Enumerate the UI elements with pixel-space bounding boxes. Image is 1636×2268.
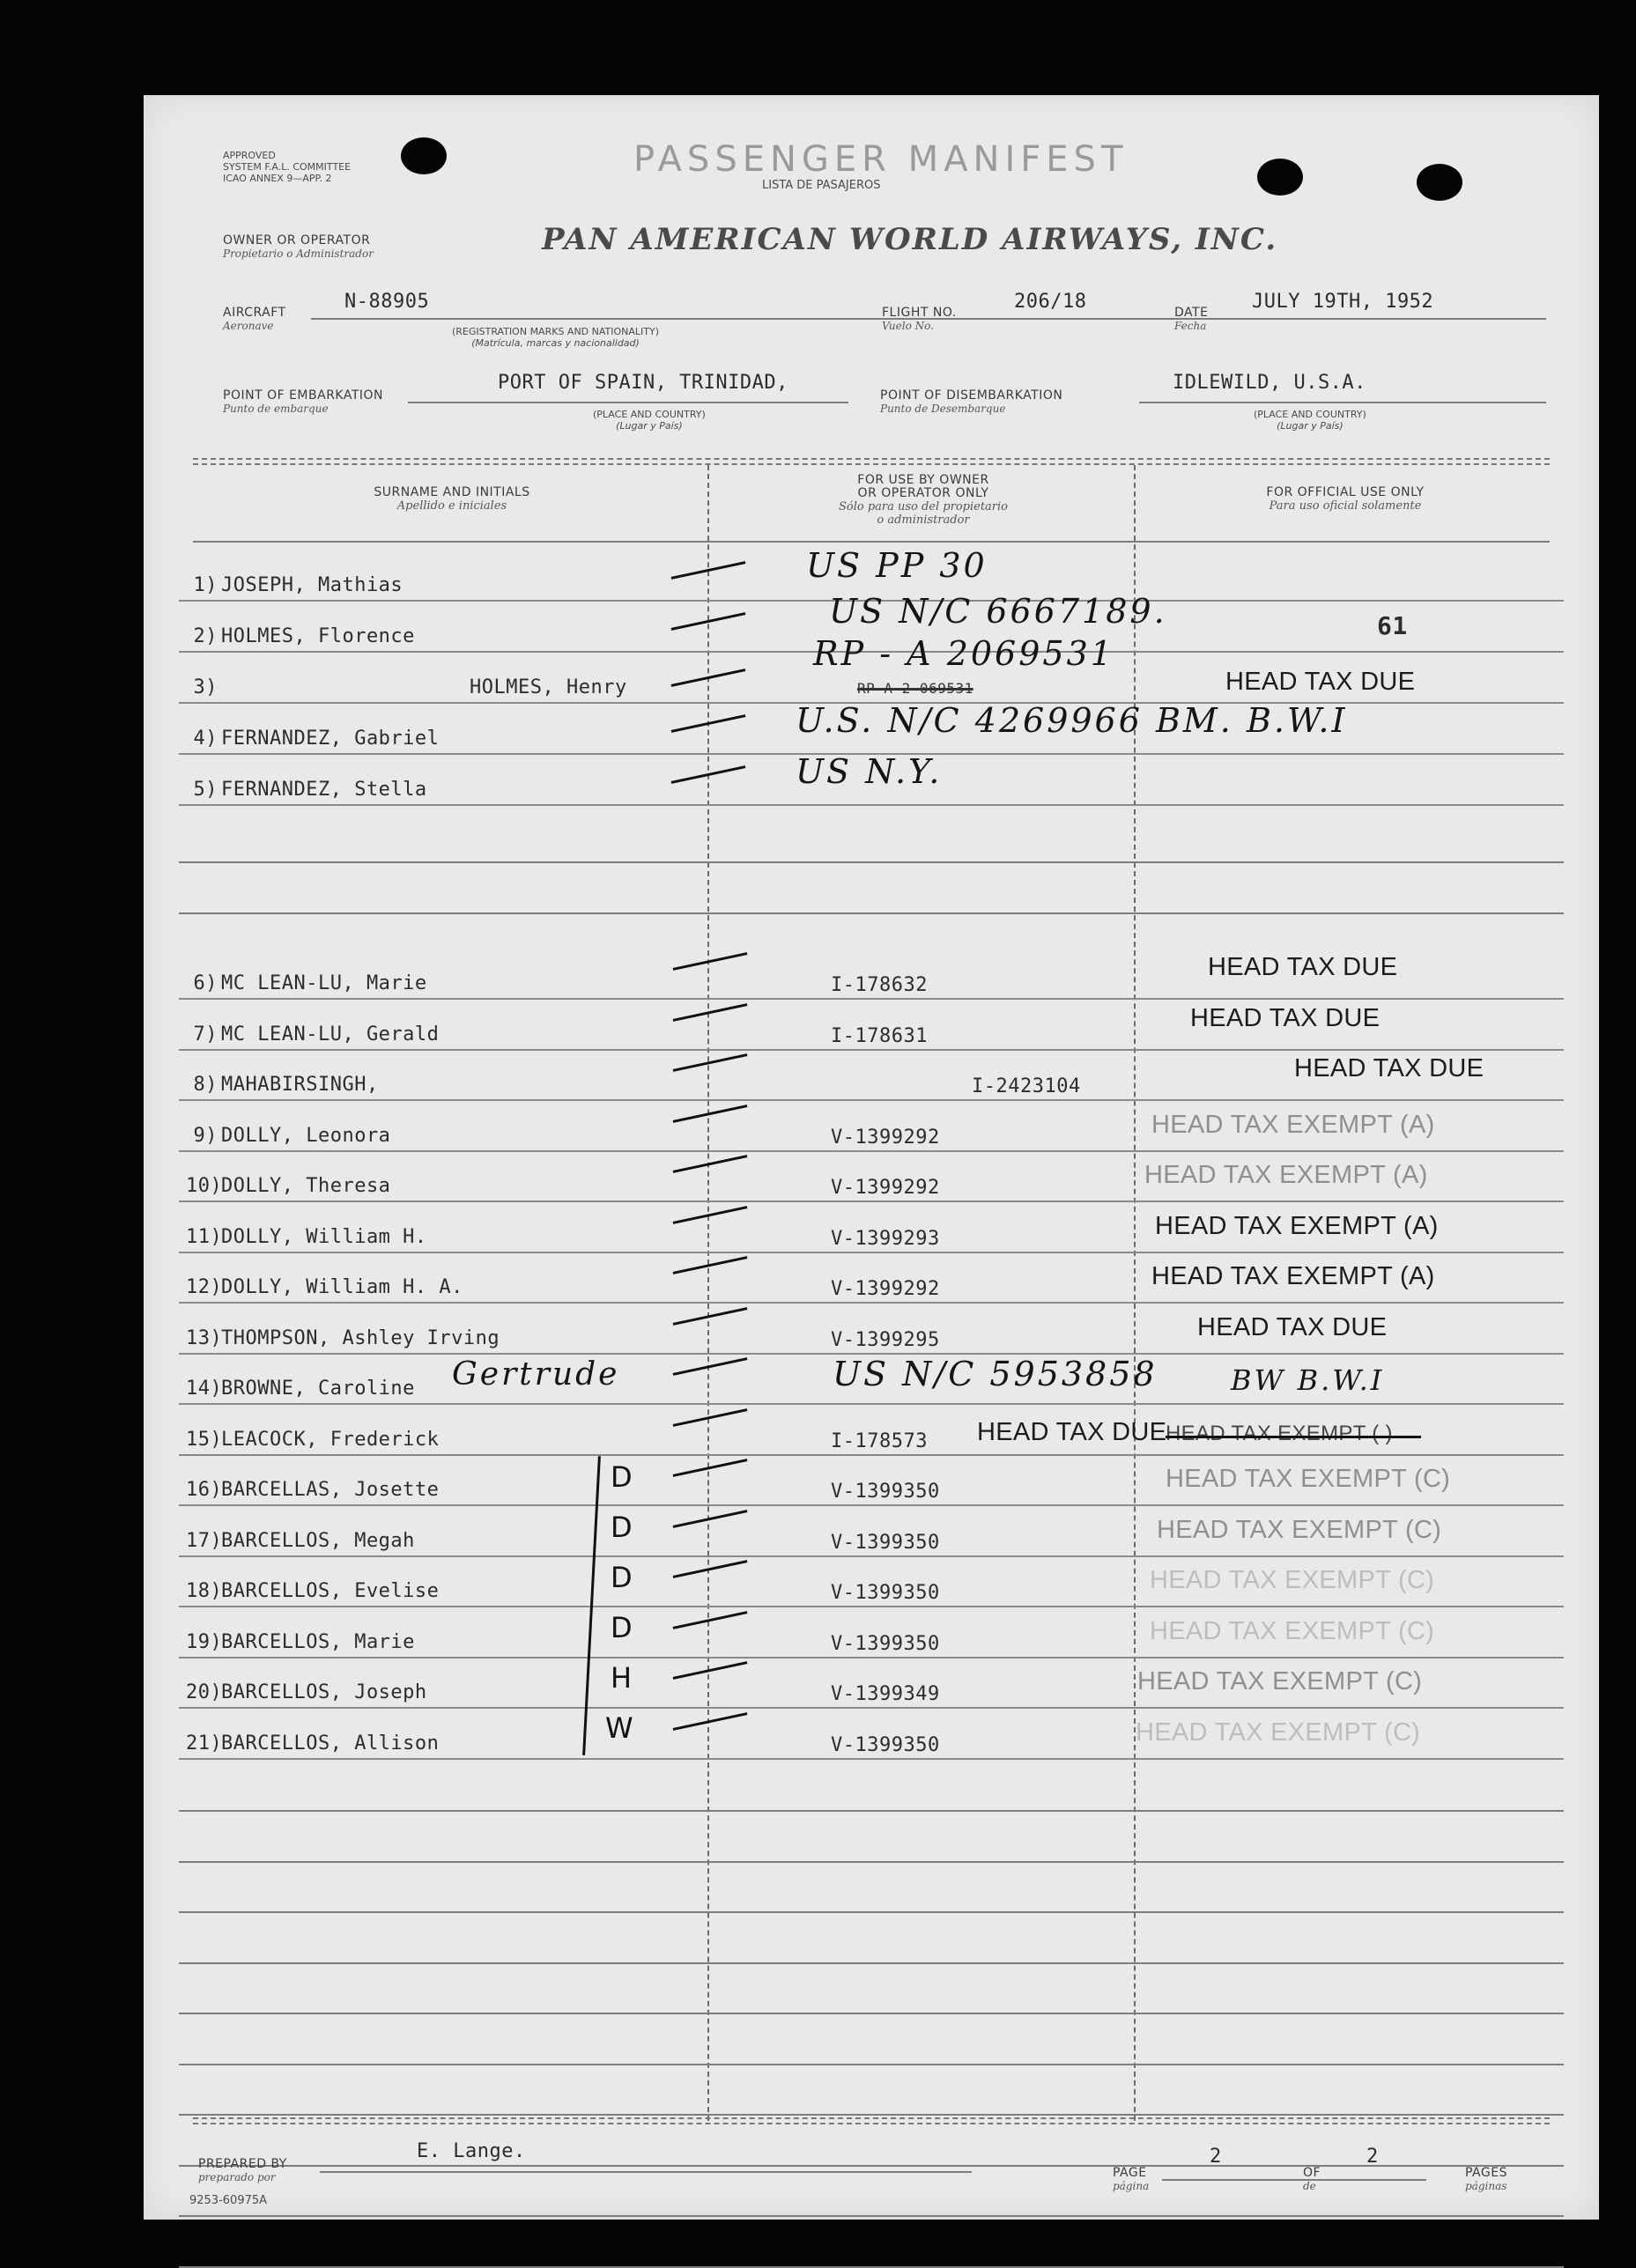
browne-middle-name: Gertrude bbox=[452, 1356, 620, 1393]
column-header-owner-use-es: Sólo para uso del propietario bbox=[838, 500, 1009, 513]
check-mark bbox=[671, 612, 746, 631]
page-total: 2 bbox=[1366, 2146, 1379, 2168]
passenger-name: HOLMES, Florence bbox=[221, 625, 415, 647]
document-number: V-1399293 bbox=[831, 1228, 940, 1250]
blank-row-rule bbox=[179, 1911, 1564, 1913]
row-number: 15) bbox=[186, 1429, 223, 1451]
approval-line: SYSTEM F.A.L. COMMITTEE bbox=[223, 161, 352, 173]
page-title-es: LISTA DE PASAJEROS bbox=[762, 179, 881, 192]
disembark-label-es: Punto de Desembarque bbox=[880, 403, 1006, 415]
passenger-name: FERNANDEZ, Gabriel bbox=[221, 728, 440, 750]
blank-row-rule bbox=[179, 2114, 1564, 2116]
official-stamp: HEAD TAX EXEMPT (C) bbox=[1157, 1516, 1442, 1544]
official-stamp: HEAD TAX EXEMPT (A) bbox=[1144, 1161, 1428, 1189]
column-header-official-es: Para uso oficial solamente bbox=[1269, 499, 1422, 513]
passenger-name: BARCELLOS, Joseph bbox=[221, 1681, 427, 1703]
blank-row-rule bbox=[179, 2064, 1564, 2065]
column-header-official bbox=[1143, 486, 1548, 513]
column-header-surname-en: SURNAME AND INITIALS bbox=[374, 485, 530, 499]
handwritten-initial: D bbox=[611, 1460, 633, 1494]
pages-label bbox=[1465, 2167, 1507, 2193]
of-label-es: de bbox=[1303, 2180, 1316, 2192]
row-rule bbox=[179, 804, 1564, 806]
flight-label-text: FLIGHT NO. bbox=[882, 306, 957, 320]
embark-label bbox=[223, 389, 383, 416]
row-number: 10) bbox=[186, 1175, 223, 1197]
blank-row-rule bbox=[179, 912, 1564, 914]
prepared-by-label-text: PREPARED BY bbox=[198, 2157, 287, 2171]
struck-document: RP A 2 069531 bbox=[857, 680, 973, 697]
column-header-official-en: FOR OFFICIAL USE ONLY bbox=[1266, 485, 1425, 499]
official-stamp: HEAD TAX EXEMPT (C) bbox=[1136, 1718, 1421, 1747]
date-value: JULY 19TH, 1952 bbox=[1252, 291, 1434, 313]
embark-label-text: POINT OF EMBARKATION bbox=[223, 388, 384, 403]
check-mark bbox=[673, 1206, 748, 1224]
aircraft-label bbox=[223, 307, 286, 333]
embark-place-caption bbox=[593, 409, 706, 432]
check-mark bbox=[673, 1003, 748, 1022]
passenger-name: JOSEPH, Mathias bbox=[221, 574, 403, 596]
passenger-name: FERNANDEZ, Stella bbox=[221, 779, 427, 801]
blank-row-rule bbox=[179, 2013, 1564, 2014]
leacock-head-tax-due: HEAD TAX DUE bbox=[977, 1418, 1167, 1446]
punch-hole-left bbox=[401, 137, 447, 174]
date-label bbox=[1174, 307, 1208, 333]
operator-name: PAN AMERICAN WORLD AIRWAYS, INC. bbox=[542, 222, 1278, 257]
check-mark bbox=[673, 1053, 748, 1072]
row-rule bbox=[179, 1302, 1564, 1304]
punch-hole-center bbox=[1257, 159, 1303, 196]
official-number: 61 bbox=[1377, 611, 1408, 640]
row-number: 3) bbox=[193, 676, 218, 698]
handwritten-initial: D bbox=[611, 1511, 633, 1544]
handwritten-initial: D bbox=[611, 1561, 633, 1594]
handwritten-initial: H bbox=[611, 1661, 633, 1695]
official-stamp: HEAD TAX EXEMPT (A) bbox=[1155, 1212, 1439, 1240]
page-label-text: PAGE bbox=[1113, 2166, 1147, 2180]
document-number: I-178632 bbox=[831, 974, 928, 996]
flight-label bbox=[882, 307, 957, 333]
approval-block bbox=[223, 150, 351, 184]
row-number: 19) bbox=[186, 1631, 223, 1653]
passenger-name: MC LEAN-LU, Marie bbox=[221, 972, 427, 994]
check-mark bbox=[673, 1256, 748, 1274]
document-number: V-1399350 bbox=[831, 1532, 940, 1554]
official-stamp: HEAD TAX EXEMPT (C) bbox=[1137, 1667, 1423, 1695]
table-row bbox=[144, 1001, 1599, 1051]
page-title: PASSENGER MANIFEST bbox=[633, 139, 1129, 180]
document-number: V-1399295 bbox=[831, 1329, 940, 1351]
handwritten-document: U.S. N/C 4269966 BM. B.W.I bbox=[796, 701, 1348, 740]
official-stamp: HEAD TAX DUE bbox=[1225, 668, 1416, 696]
passenger-name: HOLMES, Henry bbox=[470, 676, 627, 698]
handwritten-initial: W bbox=[605, 1711, 633, 1745]
handwritten-document: US PP 30 bbox=[806, 546, 988, 585]
browne-document: US N/C 5953858 bbox=[833, 1355, 1158, 1393]
disembark-rule bbox=[1139, 402, 1546, 403]
check-mark bbox=[673, 1560, 748, 1578]
owner-label-es: Propietario o Administrador bbox=[223, 247, 374, 260]
of-label bbox=[1303, 2167, 1321, 2193]
disembark-place-caption-en: (PLACE AND COUNTRY) bbox=[1254, 409, 1366, 420]
passenger-name: DOLLY, Theresa bbox=[221, 1175, 391, 1197]
check-mark bbox=[673, 1307, 748, 1326]
handwritten-initial: D bbox=[611, 1611, 633, 1644]
official-stamp: HEAD TAX DUE bbox=[1190, 1004, 1381, 1032]
passenger-name: MAHABIRSINGH, bbox=[221, 1074, 379, 1096]
row-number: 12) bbox=[186, 1276, 223, 1298]
disembark-place-caption bbox=[1254, 409, 1366, 432]
row-rule bbox=[179, 1099, 1564, 1101]
check-mark bbox=[671, 714, 746, 733]
passenger-name: LEACOCK, Frederick bbox=[221, 1429, 440, 1451]
row-number: 9) bbox=[193, 1125, 218, 1147]
form-number: 9253-60975A bbox=[189, 2194, 268, 2207]
passenger-name: DOLLY, William H. A. bbox=[221, 1276, 463, 1298]
aircraft-label-text: AIRCRAFT bbox=[223, 306, 286, 320]
date-label-text: DATE bbox=[1174, 306, 1209, 320]
check-mark bbox=[673, 1408, 748, 1427]
check-mark bbox=[673, 1104, 748, 1123]
document-number: I-178573 bbox=[831, 1430, 928, 1452]
row-rule bbox=[179, 1504, 1564, 1506]
check-mark bbox=[673, 1712, 748, 1731]
document-number: V-1399350 bbox=[831, 1633, 940, 1655]
punch-hole-right bbox=[1417, 164, 1462, 201]
row-number: 1) bbox=[193, 574, 218, 596]
document-number: V-1399292 bbox=[831, 1177, 940, 1199]
aircraft-value: N-88905 bbox=[344, 291, 430, 313]
check-mark bbox=[671, 669, 746, 687]
owner-label-text: OWNER OR OPERATOR bbox=[223, 233, 371, 247]
passenger-name: BARCELLOS, Evelise bbox=[221, 1580, 440, 1602]
aircraft-label-es: Aeronave bbox=[223, 320, 274, 332]
embark-label-es: Punto de embarque bbox=[223, 403, 329, 415]
check-mark bbox=[671, 765, 746, 784]
handwritten-document: US N.Y. bbox=[796, 752, 943, 791]
passenger-name: BARCELLOS, Megah bbox=[221, 1530, 415, 1552]
flight-label-es: Vuelo No. bbox=[882, 320, 934, 332]
row-number: 2) bbox=[193, 625, 218, 647]
page-number: 2 bbox=[1210, 2146, 1222, 2168]
blank-row-rule bbox=[179, 2165, 1564, 2167]
passenger-name: BARCELLAS, Josette bbox=[221, 1479, 440, 1501]
document-number: V-1399292 bbox=[831, 1127, 940, 1149]
registration-caption-es: (Matrícula, marcas y nacionalidad) bbox=[471, 337, 640, 349]
official-stamp: HEAD TAX DUE bbox=[1197, 1313, 1388, 1341]
check-mark bbox=[671, 561, 746, 580]
row-number: 11) bbox=[186, 1226, 223, 1248]
document-number: V-1399350 bbox=[831, 1481, 940, 1503]
row-number: 17) bbox=[186, 1530, 223, 1552]
row-number: 5) bbox=[193, 779, 218, 801]
passenger-name: DOLLY, Leonora bbox=[221, 1125, 391, 1147]
row-number: 21) bbox=[186, 1732, 223, 1755]
page-label-es: página bbox=[1113, 2180, 1150, 2192]
check-mark bbox=[673, 1510, 748, 1528]
date-label-es: Fecha bbox=[1174, 320, 1207, 332]
official-stamp: HEAD TAX EXEMPT (A) bbox=[1151, 1262, 1435, 1290]
blank-row-rule bbox=[179, 1962, 1564, 1964]
official-stamp: HEAD TAX DUE bbox=[1294, 1054, 1484, 1082]
document-number: V-1399350 bbox=[831, 1582, 940, 1604]
official-stamp: HEAD TAX EXEMPT (A) bbox=[1151, 1111, 1435, 1139]
document-number: V-1399350 bbox=[831, 1734, 940, 1756]
date-rule bbox=[1218, 318, 1546, 320]
pages-label-text: PAGES bbox=[1465, 2166, 1507, 2180]
row-number: 6) bbox=[193, 972, 218, 994]
browne-official-note: BW B.W.I bbox=[1231, 1363, 1385, 1397]
blank-row-rule bbox=[179, 861, 1564, 863]
document-number: V-1399292 bbox=[831, 1278, 940, 1300]
official-stamp: HEAD TAX DUE bbox=[1208, 953, 1398, 981]
prepared-by-rule bbox=[320, 2171, 972, 2173]
row-number: 14) bbox=[186, 1378, 223, 1400]
passenger-name: BARCELLOS, Marie bbox=[221, 1631, 415, 1653]
row-rule bbox=[179, 1707, 1564, 1709]
column-header-surname bbox=[214, 486, 690, 513]
table-top-rule bbox=[193, 458, 1550, 465]
passenger-name: THOMPSON, Ashley Irving bbox=[221, 1327, 500, 1349]
table-row bbox=[144, 752, 1599, 806]
row-rule bbox=[179, 1758, 1564, 1760]
row-rule bbox=[179, 998, 1564, 1000]
page-rule bbox=[1162, 2179, 1426, 2181]
disembark-label bbox=[880, 389, 1062, 416]
leacock-strike-line bbox=[1166, 1436, 1421, 1438]
prepared-by-label bbox=[198, 2158, 287, 2184]
official-stamp: HEAD TAX EXEMPT (C) bbox=[1150, 1617, 1435, 1645]
row-number: 16) bbox=[186, 1479, 223, 1501]
approval-line: APPROVED bbox=[223, 150, 276, 161]
passenger-name: BROWNE, Caroline bbox=[221, 1378, 415, 1400]
prepared-by-label-es: preparado por bbox=[198, 2171, 276, 2183]
approval-line: ICAO ANNEX 9—APP. 2 bbox=[223, 173, 332, 184]
of-label-text: OF bbox=[1303, 2166, 1321, 2180]
row-number: 20) bbox=[186, 1681, 223, 1703]
check-mark bbox=[673, 1611, 748, 1629]
blank-row-rule bbox=[179, 1861, 1564, 1863]
column-header-owner-use-line: FOR USE BY OWNER bbox=[857, 473, 989, 487]
header-bottom-rule bbox=[193, 541, 1550, 543]
document-number: I-178631 bbox=[831, 1025, 928, 1047]
embark-rule bbox=[408, 402, 848, 403]
check-mark bbox=[673, 952, 748, 971]
embark-place-caption-en: (PLACE AND COUNTRY) bbox=[593, 409, 706, 420]
disembark-value: IDLEWILD, U.S.A. bbox=[1173, 372, 1366, 394]
leacock-struck-exempt: HEAD TAX EXEMPT ( ) bbox=[1166, 1422, 1393, 1445]
manifest-sheet bbox=[144, 95, 1599, 2220]
row-number: 18) bbox=[186, 1580, 223, 1602]
passenger-name: BARCELLOS, Allison bbox=[221, 1732, 440, 1755]
official-stamp: HEAD TAX EXEMPT (C) bbox=[1150, 1566, 1435, 1594]
page-label bbox=[1113, 2167, 1149, 2193]
owner-label bbox=[223, 234, 374, 261]
check-mark bbox=[673, 1357, 748, 1376]
row-number: 4) bbox=[193, 728, 218, 750]
blank-row-rule bbox=[179, 2215, 1564, 2217]
prepared-by-value: E. Lange. bbox=[417, 2140, 526, 2162]
embark-place-caption-es: (Lugar y País) bbox=[616, 420, 683, 432]
embark-value: PORT OF SPAIN, TRINIDAD, bbox=[498, 372, 788, 394]
row-number: 13) bbox=[186, 1327, 223, 1349]
row-rule bbox=[179, 1403, 1564, 1405]
check-mark bbox=[673, 1155, 748, 1173]
column-header-owner-use-line: OR OPERATOR ONLY bbox=[857, 486, 989, 500]
registration-caption bbox=[452, 326, 659, 349]
disembark-place-caption-es: (Lugar y País) bbox=[1277, 420, 1344, 432]
table-bottom-rule bbox=[193, 2117, 1550, 2124]
row-rule bbox=[179, 1606, 1564, 1607]
row-number: 7) bbox=[193, 1023, 218, 1045]
document-number: I-2423104 bbox=[972, 1075, 1081, 1097]
disembark-label-text: POINT OF DISEMBARKATION bbox=[880, 388, 1063, 403]
blank-row-rule bbox=[179, 1810, 1564, 1812]
row-number: 8) bbox=[193, 1074, 218, 1096]
row-rule bbox=[179, 1200, 1564, 1202]
pages-label-es: páginas bbox=[1465, 2180, 1507, 2192]
handwritten-document: RP - A 2069531 bbox=[813, 634, 1114, 673]
handwritten-document: US N/C 6667189. bbox=[829, 592, 1167, 631]
document-number: V-1399349 bbox=[831, 1683, 940, 1705]
column-header-owner-use-es: o administrador bbox=[877, 513, 970, 527]
flight-value: 206/18 bbox=[1014, 291, 1087, 313]
column-header-owner-use bbox=[716, 474, 1130, 527]
check-mark bbox=[673, 1459, 748, 1477]
passenger-name: DOLLY, William H. bbox=[221, 1226, 427, 1248]
registration-caption-en: (REGISTRATION MARKS AND NATIONALITY) bbox=[452, 326, 660, 337]
table-row bbox=[144, 701, 1599, 755]
check-mark bbox=[673, 1661, 748, 1680]
column-header-surname-es: Apellido e iniciales bbox=[396, 499, 507, 513]
official-stamp: HEAD TAX EXEMPT (C) bbox=[1166, 1465, 1451, 1493]
passenger-name: MC LEAN-LU, Gerald bbox=[221, 1023, 440, 1045]
